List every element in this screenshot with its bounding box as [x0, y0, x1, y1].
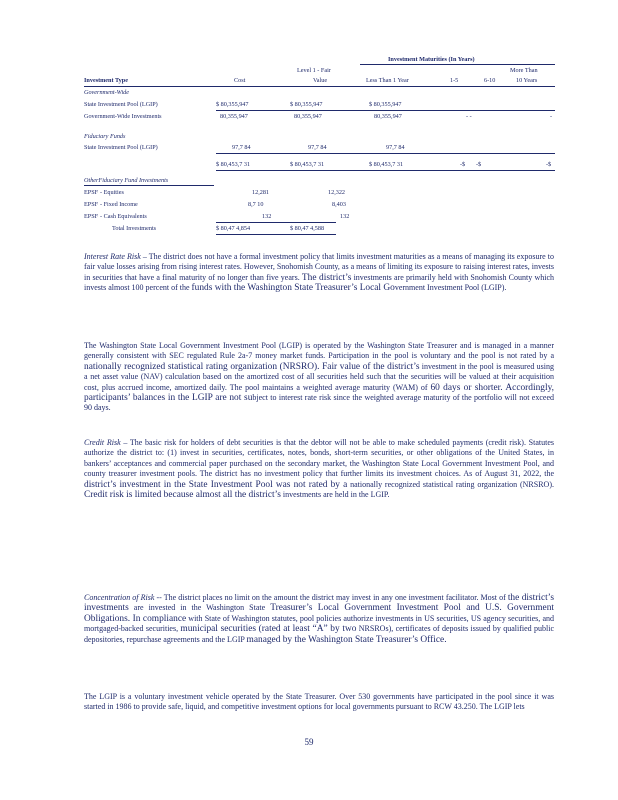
col-fair-value-line1: Level 1 - Fair	[297, 67, 331, 74]
paragraph-text-run: with State of Washington statutes, pool policies authorize investments in US securities, US agency securities, and mortgaged-backed securities,	[84, 613, 554, 634]
other-total-label: Total Investments	[112, 225, 157, 232]
paragraph-text-run: Treasurer’s Local Government Investment Pool and U.S. Government Obligations. In compliance	[84, 603, 554, 624]
total-fair-value: $ 80,453,7 31	[290, 161, 325, 168]
paragraph-credit-risk	[84, 438, 554, 500]
section-other-fiduciary: OtherFiduciary Fund Investments	[84, 177, 169, 184]
row-less-than-1: 97,7 84	[386, 144, 405, 151]
total-less-than-1: $ 80,453,7 31	[369, 161, 404, 168]
row-code: EPSF	[84, 213, 99, 220]
paragraph-text-run: – The basic risk for holders of debt securities is that the debtor will not be able to make scheduled payments (credit risk). Statutes authorize the district to: (1) invest in securities, certificates, notes, bonds, short-term securities, or other obligations of the United States, in bankers’ acceptances and commercial paper purchased on the secondary market, the Washington State Local Government Investment Pool, and county treasurer investment pools. The district has no investment policy that further limits its investment choices. As of August 31, 2022, the	[84, 438, 555, 479]
total-6-10: -$	[476, 161, 482, 168]
paragraph-text-run: funds with the Washington State Treasurer’s Local Go	[191, 283, 395, 294]
paragraph-text-run: 60 days or shorter. Accordingly, participants’ balances in the LGIP are not su	[84, 382, 554, 404]
col-cost: Cost	[234, 77, 246, 84]
col-6-10: 6-10	[484, 77, 496, 84]
row-1-5: - -	[466, 113, 472, 120]
col-more-than-line1: More Than	[510, 67, 538, 74]
total-row	[84, 161, 554, 170]
table-row	[84, 101, 554, 110]
paragraph-text-run: investments are held in the LGIP.	[280, 490, 390, 500]
table-row	[84, 113, 554, 122]
row-less-than-1: $ 80,355,947	[369, 101, 402, 108]
row-label: - Cash Equivalents	[100, 213, 147, 220]
paragraph-text-run: Credit risk is limited because almost all the district’s	[84, 490, 281, 501]
section-government-wide: Government-Wide	[84, 89, 130, 96]
total-more-than-10: -$	[546, 161, 552, 168]
paragraph-text-run: managed by the Washington State Treasurer’s Office.	[246, 634, 447, 645]
row-code: EPSF	[84, 189, 99, 196]
row-label: - Equities	[100, 189, 124, 196]
paragraph-text-run: municipal securities (rated at least “A” by two	[180, 624, 357, 635]
row-fair-value: 97,7 84	[308, 144, 327, 151]
table-row	[84, 144, 554, 153]
other-section-rule	[84, 185, 214, 186]
paragraph-text-run: -- The district places no limit on the amount the district may invest in any one investment facilitator. Most of	[154, 593, 508, 602]
other-total-cost: $ 80,47 4,854	[216, 225, 251, 232]
col-less-than: Less Than 1 Year	[366, 77, 409, 84]
maturities-header-rule	[360, 64, 555, 65]
col-type: Investment Type	[84, 77, 128, 84]
row-cost: 8,7 10	[248, 201, 264, 208]
table-row	[84, 201, 554, 210]
paragraph-lgip-description	[84, 341, 554, 414]
paragraph-lead: Credit Risk	[84, 438, 121, 447]
row-rule	[216, 153, 555, 154]
paragraph-text-run: The LGIP is a voluntary investment vehicle operated by the State Treasurer. Over 530 governments have participated in the pool since it was started in 1986 to provide safe, liquid, and competitive investment options for local governments pursuant to RCW 43.250. The LGIP lets	[84, 692, 554, 712]
row-label: State Investment Pool (LGIP)	[84, 101, 158, 108]
paragraph-text-run: The district’s	[301, 272, 352, 283]
row-cost: 132	[262, 213, 272, 220]
paragraph-text-run: bject to interest rate risk since the weighted average maturity of the portfolio will not exceed 90 days.	[84, 393, 554, 413]
row-rule	[216, 110, 555, 111]
row-cost: 12,281	[252, 189, 270, 196]
paragraph-text-run: nationally recognized statistical rating organization (NRSRO). Fair value of the district’s	[84, 361, 420, 372]
paragraph-text-run: The Washington State Local Government Investment Pool (LGIP) is operated by the Washington State Treasurer and is managed in a manner generally consistent with SEC regulated Rule 2a-7 money market funds. Participation in the pool is voluntary and the pool is not rated by a	[84, 341, 554, 361]
paragraph-text-run: nationally recognized statistical rating organization (NRSRO).	[347, 479, 554, 489]
row-fair-value: 132	[340, 213, 350, 220]
paragraph-lead: Concentration of Risk	[84, 593, 155, 602]
paragraph-text-run: are invested in the Washington State	[128, 603, 271, 613]
paragraph-interest-rate-risk	[84, 252, 554, 294]
paragraph-text-run: NRSROs), certificates of deposits issued by qualified public depositories, repurchase agreements and the LGIP	[84, 624, 554, 644]
table-row	[84, 189, 554, 198]
total-cost: $ 80,453,7 31	[216, 161, 251, 168]
maturities-header: Investment Maturities (In Years)	[388, 56, 475, 63]
total-rule	[216, 170, 555, 171]
row-fair-value: 12,322	[328, 189, 346, 196]
paragraph-concentration-risk	[84, 593, 554, 645]
row-more-than-10: -	[550, 113, 553, 120]
row-cost: $ 80,355,947	[216, 101, 249, 108]
paragraph-text-run: – The district does not have a formal investment policy that limits investment maturities as a means of managing its exposure to fair value losses arising from rising interest rates. However, Snohomish County, as a means of limiting its exposure to raising interest rates, invests in securities that have a final maturity of no longer than five years.	[84, 252, 554, 282]
section-fiduciary: Fiduciary Funds	[84, 133, 126, 140]
row-label: State Investment Pool (LGIP)	[84, 144, 158, 151]
paragraph-text-run: investment in the pool is measured using a net asset value (NAV) calculation based on the amortized cost of all securities held such that the securities will be valued at their acquisition cost, plus accrued income, amortized daily. The pool maintains a weighted average maturity (WAM) of	[84, 361, 554, 392]
total-1-5: -$	[460, 161, 466, 168]
row-label: - Fixed Income	[100, 201, 138, 208]
row-cost: 97,7 84	[232, 144, 251, 151]
row-less-than-1: 80,355,947	[374, 113, 402, 120]
paragraph-lead: Interest Rate Risk	[84, 252, 141, 261]
other-total-rule	[216, 234, 336, 235]
paragraph-text-run: district’s investment in the State Investment Pool was not rated by a	[84, 479, 348, 490]
row-label: Government-Wide Investments	[84, 113, 162, 120]
paragraph-text-run: vernment Investment Pool (LGIP).	[394, 283, 507, 293]
table-row	[84, 213, 554, 222]
row-fair-value: 8,403	[332, 201, 346, 208]
header-bottom-rule	[84, 86, 555, 87]
page-number: 59	[304, 737, 314, 747]
col-1-5: 1-5	[450, 77, 459, 84]
paragraph-lgip-voluntary	[84, 692, 554, 713]
paragraph-text-run: the district’s investments	[84, 593, 554, 614]
col-more-than-line2: 10 Years	[516, 77, 538, 84]
other-total-fair-value: $ 80,47 4,588	[290, 225, 325, 232]
other-total-row	[84, 225, 554, 234]
row-rule	[216, 222, 336, 223]
row-cost: 80,355,947	[220, 113, 248, 120]
paragraph-text-run: investments are primarily held with Snohomish County which invests almost 100 percent of the	[84, 272, 554, 293]
col-fair-value-line2: Value	[313, 77, 328, 84]
row-fair-value: $ 80,355,947	[290, 101, 323, 108]
row-fair-value: 80,355,947	[294, 113, 322, 120]
row-code: EPSF	[84, 201, 99, 208]
